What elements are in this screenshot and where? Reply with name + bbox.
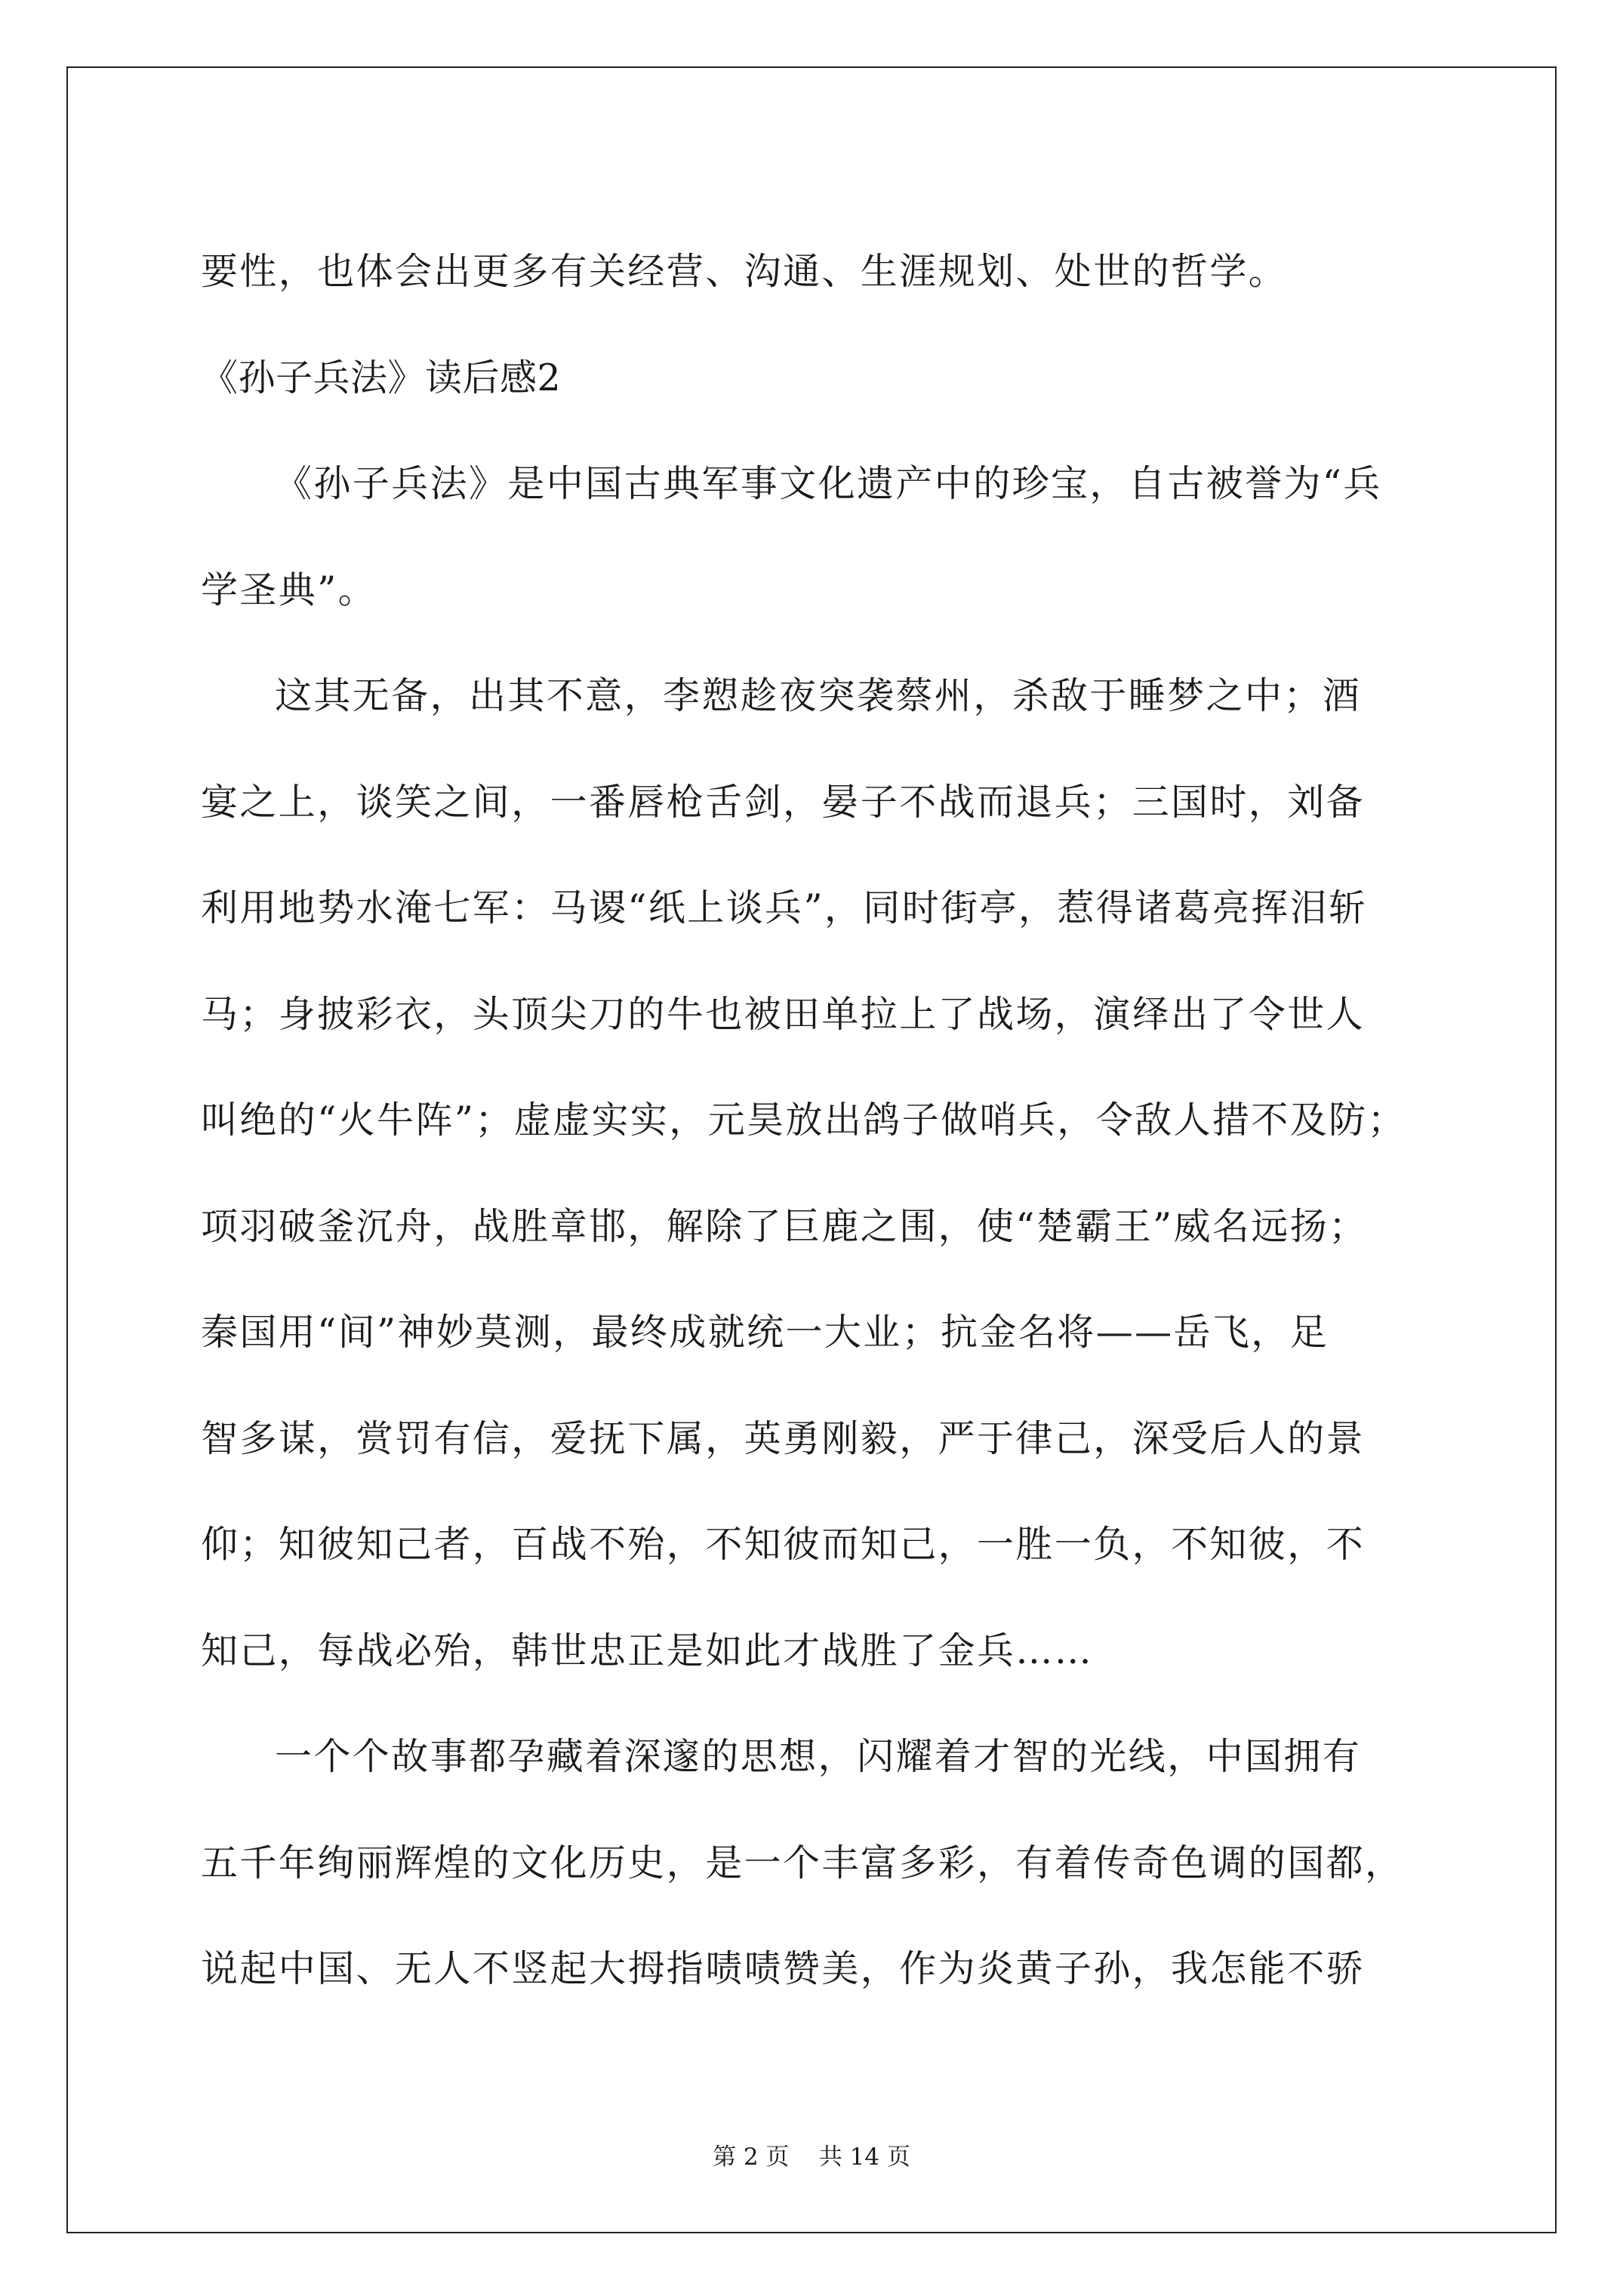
paragraph-start: 这其无备，出其不意，李愬趁夜突袭蔡州，杀敌于睡梦之中；酒 [275,674,1362,717]
text-line: 叫绝的“火牛阵”；虚虚实实，元昊放出鸽子做哨兵，令敌人措不及防； [201,1099,1406,1142]
text-line: 项羽破釜沉舟，战胜章邯，解除了巨鹿之围，使“楚霸王”威名远扬； [201,1204,1368,1248]
text-line: 要性，也体会出更多有关经营、沟通、生涯规划、处世的哲学。 [201,250,1288,293]
paragraph-start: 一个个故事都孕藏着深邃的思想，闪耀着才智的光线，中国拥有 [275,1735,1362,1778]
text-line: 秦国用“间”神妙莫测，最终成就统一大业；抗金名将——岳飞，足 [201,1311,1329,1354]
text-line: 知己，每战必殆，韩世忠正是如此才战胜了金兵…… [201,1629,1094,1672]
section-heading: 《孙子兵法》读后感2 [201,356,562,399]
paragraph-start: 《孙子兵法》是中国古典军事文化遗产中的珍宝，自古被誉为“兵 [275,462,1382,505]
text-line: 智多谋，赏罚有信，爱抚下属，英勇刚毅，严于律己，深受后人的景 [201,1416,1366,1460]
text-line: 宴之上，谈笑之间，一番唇枪舌剑，晏子不战而退兵；三国时，刘备 [201,780,1366,824]
text-line: 说起中国、无人不竖起大拇指啧啧赞美，作为炎黄子孙，我怎能不骄 [201,1947,1366,1990]
text-line: 五千年绚丽辉煌的文化历史，是一个丰富多彩，有着传奇色调的国都， [201,1841,1404,1885]
document-body [201,219,1434,2023]
page-number-footer: 第 2 页 共 14 页 [712,2143,910,2171]
text-line: 学圣典”。 [201,568,377,612]
text-line: 利用地势水淹七军：马谡“纸上谈兵”，同时街亭，惹得诸葛亮挥泪斩 [201,886,1368,929]
text-line: 仰；知彼知己者，百战不殆，不知彼而知己，一胜一负，不知彼，不 [201,1523,1366,1566]
text-line: 马；身披彩衣，头顶尖刀的牛也被田单拉上了战场，演绎出了令世人 [201,992,1366,1036]
